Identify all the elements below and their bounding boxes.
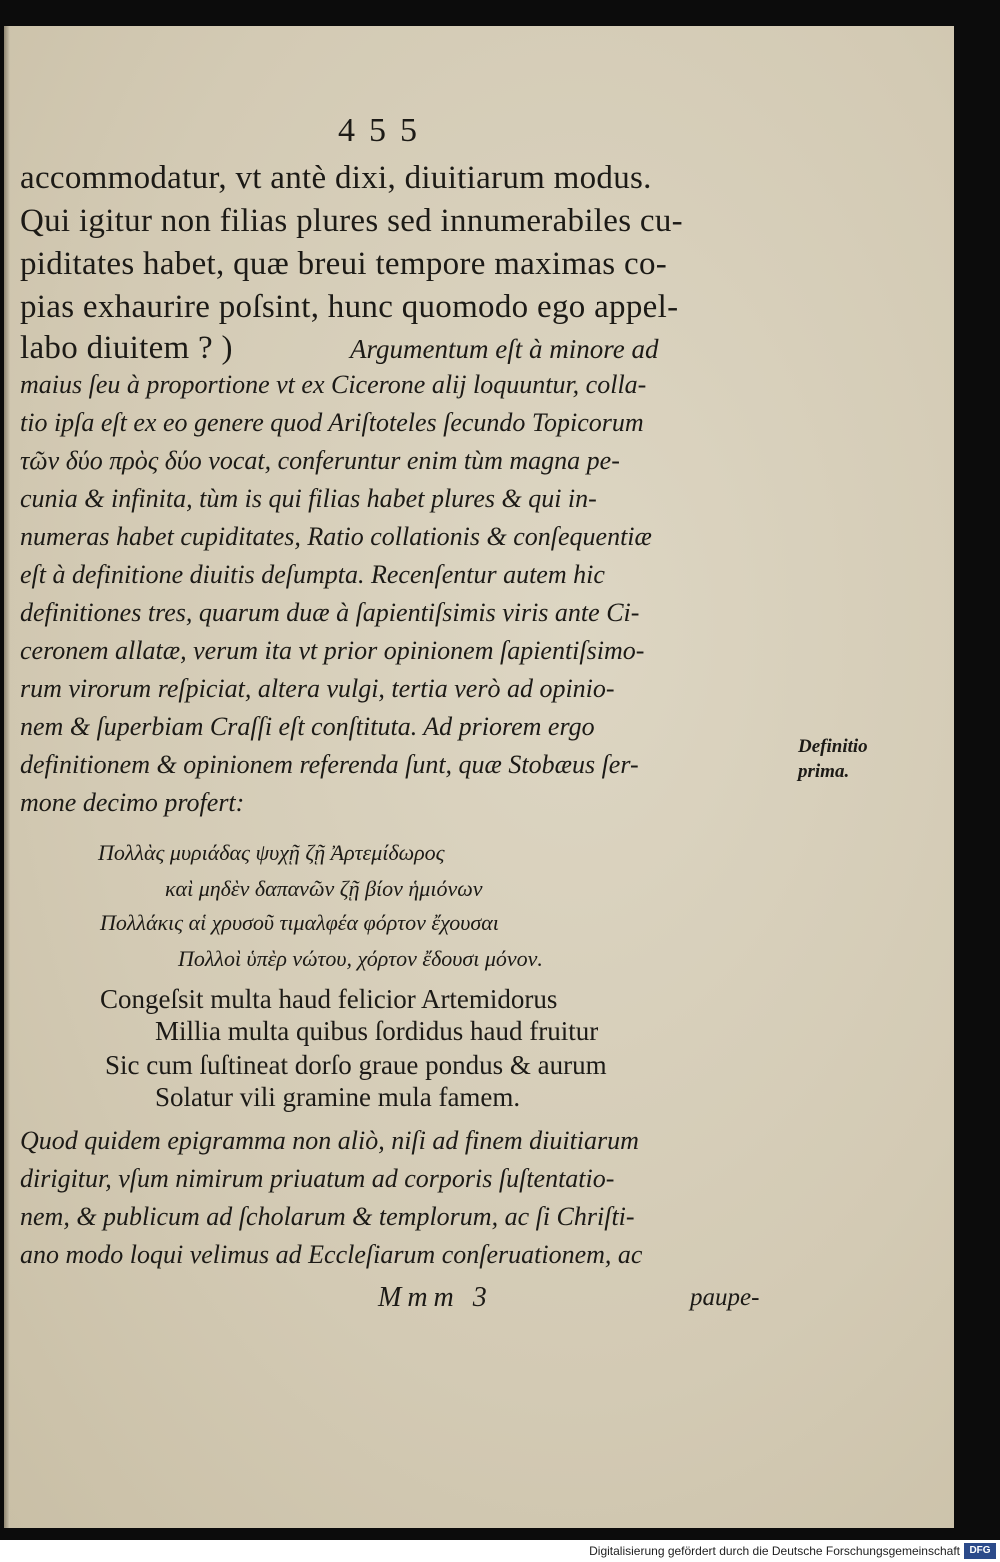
body-line: pias exhaurire poſsint, hunc quomodo ego appel-	[20, 289, 679, 325]
margin-note	[798, 734, 868, 784]
latin-verse-line: Solatur vili gramine mula famem.	[155, 1082, 521, 1112]
greek-verse-line: Πολλὰς μυριάδας ψυχῇ ζῇ Ἀρτεμίδωρος	[98, 840, 445, 865]
final-line: nem, & publicum ad ſcholarum & templorum, ac ſi Chriſti-	[20, 1202, 635, 1231]
commentary-start: Argumentum eſt à minore ad	[350, 334, 659, 364]
greek-verse-line: Πολλοὶ ὑπὲρ νώτου, χόρτον ἔδουσι μόνον.	[178, 946, 543, 971]
commentary-line: cunia & infinita, tùm is qui filias habet plures & qui in-	[20, 484, 597, 513]
signature-mark: Mmm 3	[378, 1282, 493, 1313]
page-number: 455	[338, 112, 431, 149]
final-line: Quod quidem epigramma non aliò, niſi ad finem diuitiarum	[20, 1126, 639, 1155]
commentary-line: maius ſeu à proportione vt ex Cicerone alij loquuntur, colla-	[20, 370, 647, 399]
commentary-line: mone decimo profert:	[20, 788, 245, 817]
catchword: paupe-	[690, 1284, 760, 1311]
commentary-line: numeras habet cupiditates, Ratio collationis & conſequentiæ	[20, 522, 652, 551]
commentary-line: definitiones tres, quarum duæ à ſapientiſsimis viris ante Ci-	[20, 598, 640, 627]
commentary-line: tio ipſa eſt ex eo genere quod Ariſtoteles ſecundo Topicorum	[20, 408, 644, 437]
body-line: piditates habet, quæ breui tempore maximas co-	[20, 246, 668, 282]
commentary-line: eſt à definitione diuitis deſumpta. Recenſentur autem hic	[20, 560, 605, 589]
commentary-line: rum virorum reſpiciat, altera vulgi, tertia verò ad opinio-	[20, 674, 615, 703]
page-gutter-edge	[4, 26, 10, 1528]
footer-bar	[0, 1540, 1000, 1562]
margin-note-line: prima.	[798, 761, 850, 782]
commentary-line: ceronem allatæ, verum ita vt prior opinionem ſapientiſsimo-	[20, 636, 645, 665]
latin-verse-line: Sic cum ſuſtineat dorſo graue pondus & aurum	[105, 1050, 607, 1080]
greek-verse-line: καὶ μηδὲν δαπανῶν ζῇ βίον ἡμιόνων	[165, 876, 483, 901]
dfg-logo: DFG	[964, 1543, 996, 1559]
final-line: dirigitur, vſum nimirum priuatum ad corporis ſuſtentatio-	[20, 1164, 615, 1193]
footer-credit: Digitalisierung gefördert durch die Deutsche Forschungsgemeinschaft	[589, 1544, 960, 1558]
latin-verse-line: Millia multa quibus ſordidus haud fruitur	[155, 1016, 599, 1046]
margin-note-line: Definitio	[798, 736, 868, 757]
body-line: accommodatur, vt antè dixi, diuitiarum modus.	[20, 160, 652, 196]
body-line: Qui igitur non filias plures sed innumerabiles cu-	[20, 203, 683, 239]
greek-verse-line: Πολλάκις αἱ χρυσοῦ τιμαλφέα φόρτον ἔχουσαι	[100, 910, 499, 935]
commentary-line: definitionem & opinionem referenda ſunt, quæ Stobæus ſer-	[20, 750, 639, 779]
latin-verse-line: Congeſsit multa haud felicior Artemidorus	[100, 984, 558, 1014]
commentary-line: τῶν δύο πρὸς δύο vocat, conferuntur enim tùm magna pe-	[20, 446, 620, 475]
body-line: labo diuitem ? )	[20, 330, 233, 366]
final-line: ano modo loqui velimus ad Eccleſiarum conſeruationem, ac	[20, 1240, 643, 1269]
commentary-line: nem & ſuperbiam Craſſi eſt conſtituta. Ad priorem ergo	[20, 712, 595, 741]
